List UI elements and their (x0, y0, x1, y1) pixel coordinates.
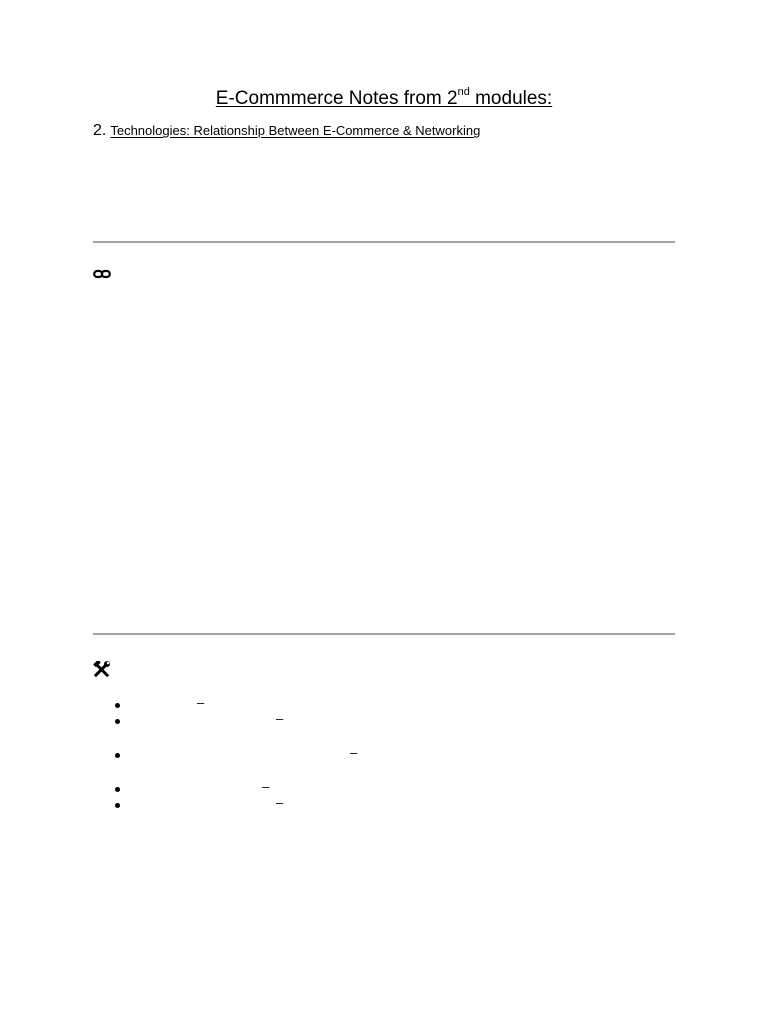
list-item (115, 695, 515, 712)
list-item (115, 795, 515, 812)
dash-separator: – (276, 711, 284, 726)
bullet-icon (115, 719, 120, 724)
dash-separator: – (276, 795, 284, 810)
bullet-icon (115, 787, 120, 792)
title-main: E-Commmerce Notes from 2 (215, 88, 458, 109)
section-number: 2. (93, 122, 107, 139)
title-superscript: nd (457, 86, 470, 98)
bullet-icon (115, 803, 120, 808)
dash-separator: – (197, 695, 205, 710)
bullet-icon (115, 703, 120, 708)
dash-separator: – (350, 745, 358, 760)
bullet-icon (115, 753, 120, 758)
title-tail: modules: (469, 88, 553, 109)
dash-separator: – (262, 779, 270, 794)
list-item (115, 779, 515, 796)
section-heading-text: Technologies: Relationship Between E-Commerce & Networking (110, 123, 481, 138)
list-item (115, 711, 515, 728)
list-item (115, 745, 515, 762)
